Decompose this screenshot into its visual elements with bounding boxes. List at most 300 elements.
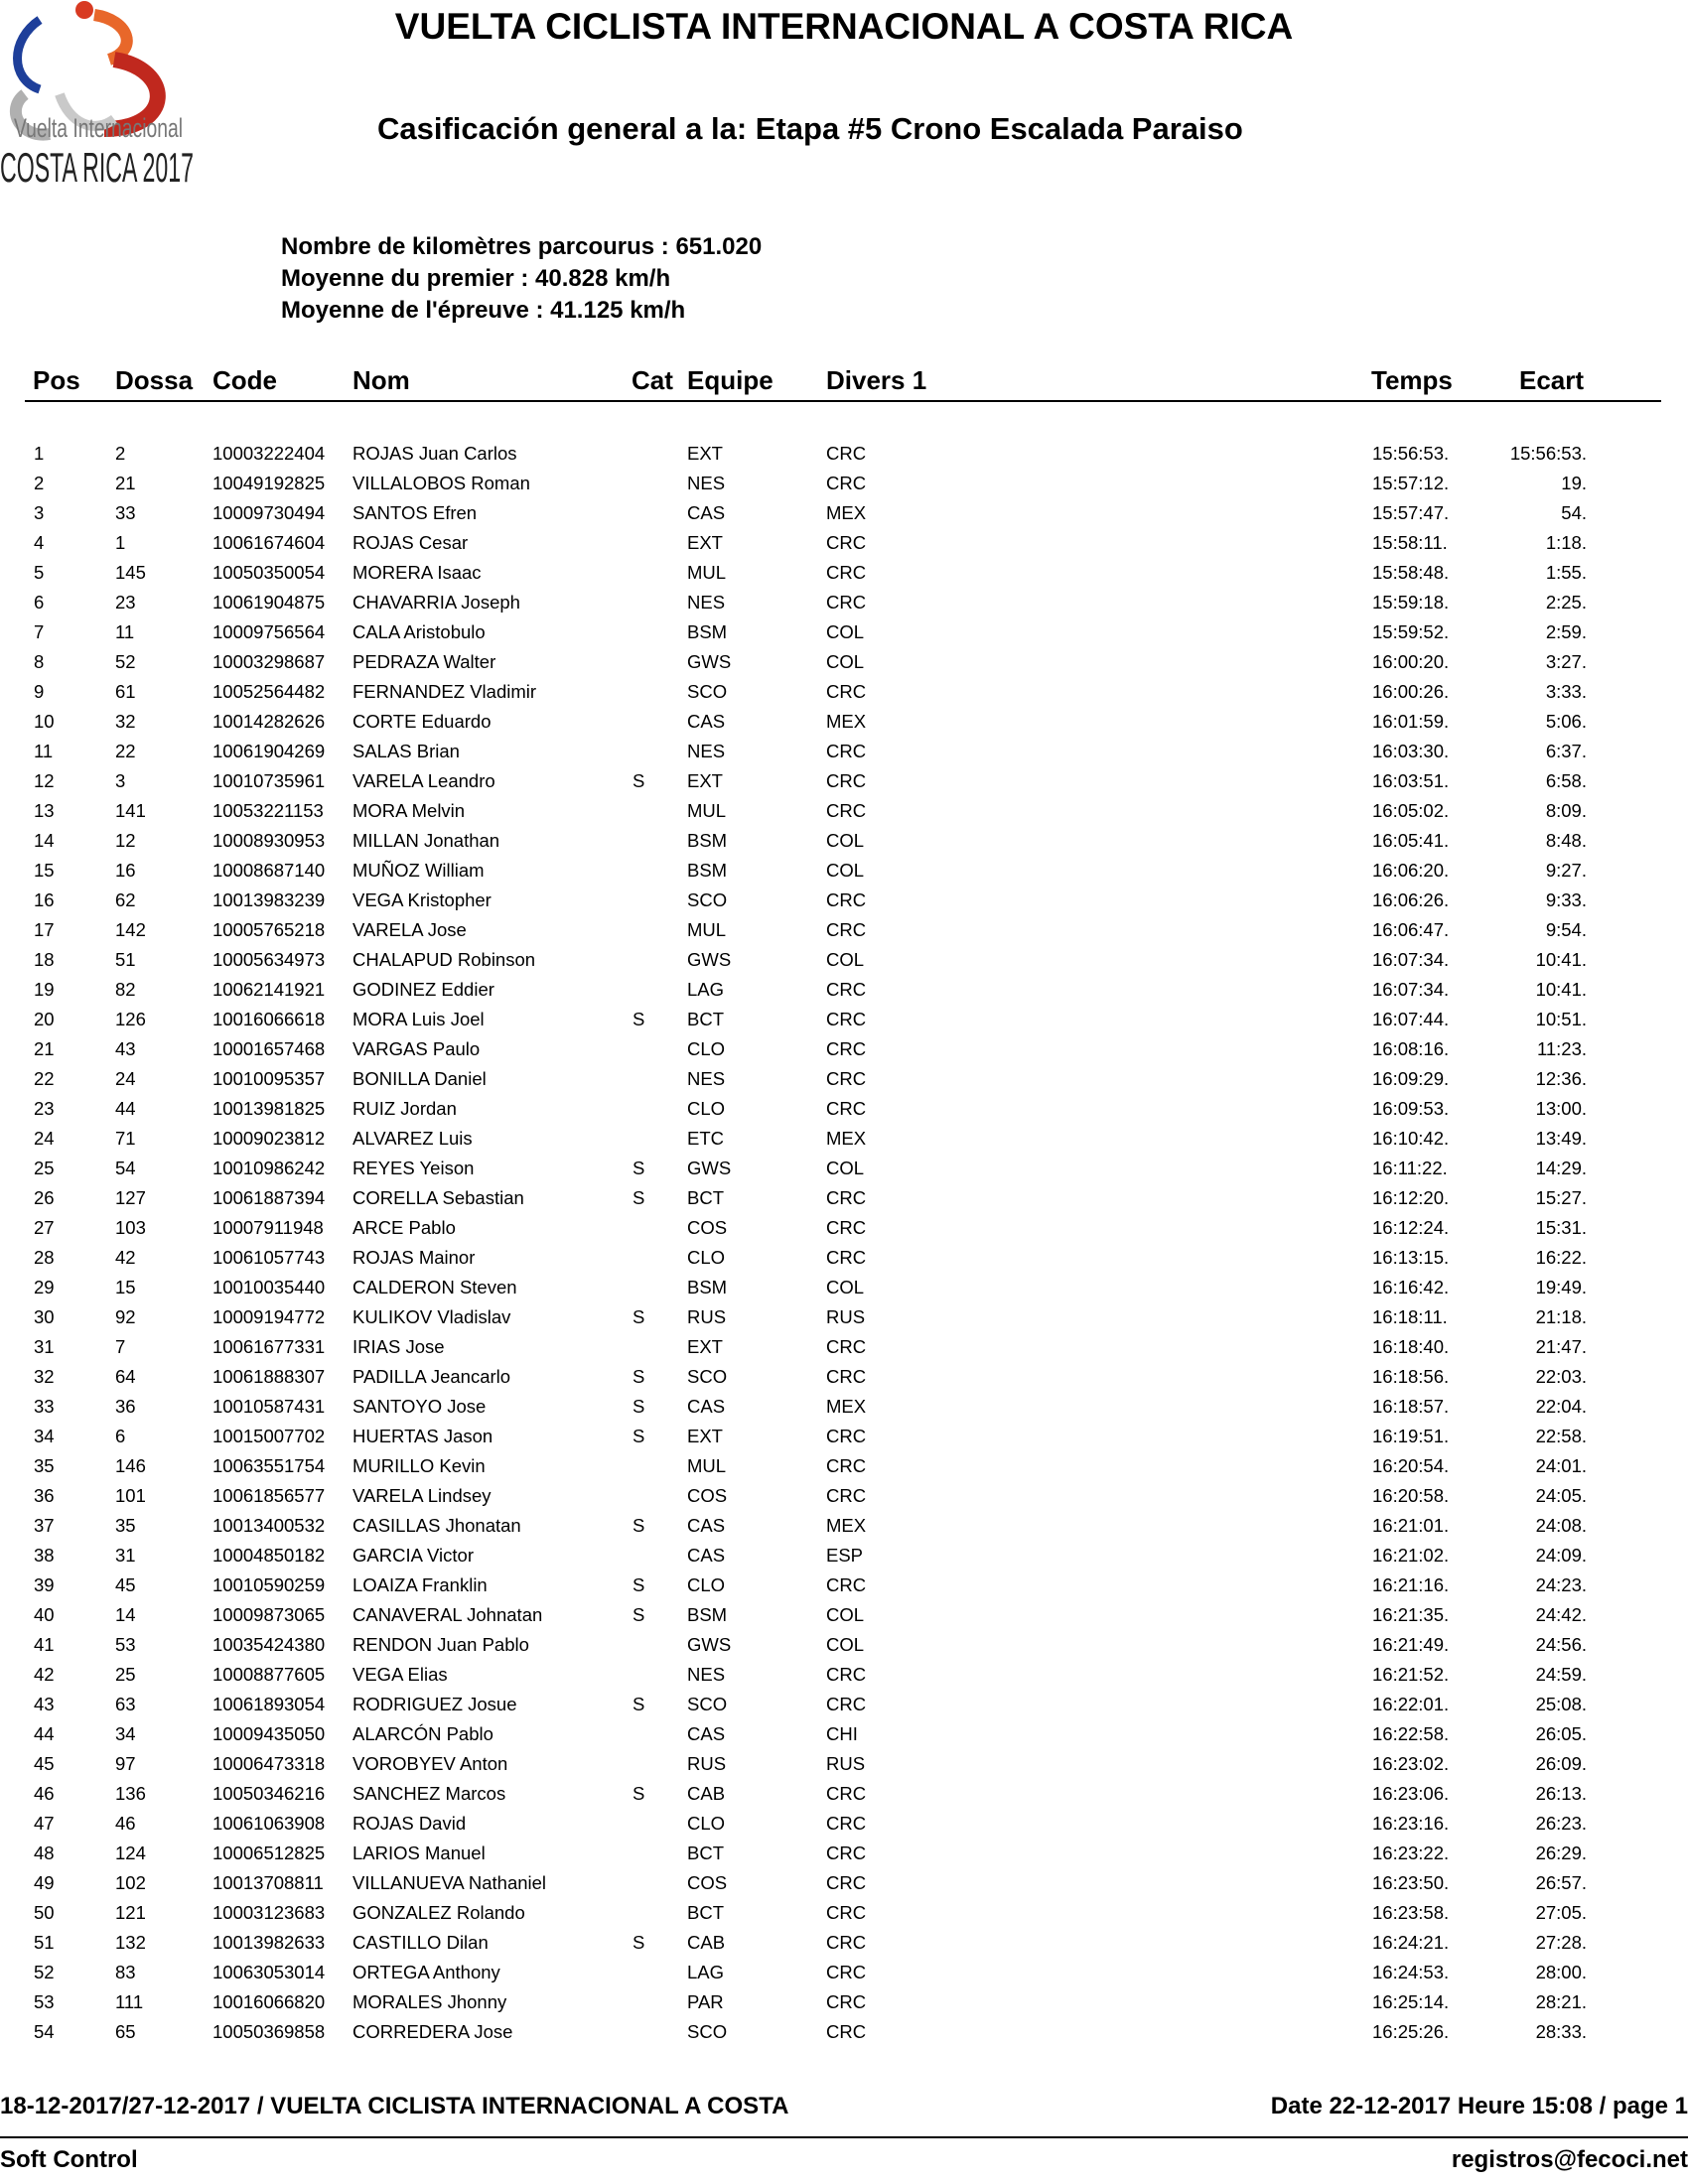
cell-pos: 52 [34,1962,55,1982]
cell-divers: MEX [826,502,867,523]
cell-code: 10061887394 [212,1187,326,1208]
cell-dossard: 54 [115,1158,136,1178]
cell-pos: 53 [34,1991,55,2012]
cell-code: 10010590259 [212,1574,326,1595]
cell-ecart: 24:05. [1535,1485,1587,1506]
cell-code: 10053221153 [212,800,324,821]
cell-divers: CRC [826,1336,867,1357]
cell-dossard: 103 [115,1217,146,1238]
cell-code: 10008687140 [212,860,326,881]
cell-ecart: 22:04. [1535,1396,1587,1417]
cell-nom: VOROBYEV Anton [352,1753,508,1774]
cell-temps: 16:25:14. [1372,1991,1450,2012]
cell-equipe: RUS [687,1753,727,1774]
cell-equipe: BSM [687,860,728,881]
cell-temps: 16:05:41. [1372,830,1450,851]
cell-divers: ESP [826,1545,864,1566]
cell-ecart: 5:06. [1545,711,1587,732]
cell-ecart: 3:33. [1545,681,1587,702]
cell-code: 10013708811 [212,1872,324,1893]
cell-dossard: 45 [115,1574,136,1595]
cell-code: 10061904875 [212,592,326,613]
cell-equipe: BCT [687,1902,724,1923]
cell-code: 10006473318 [212,1753,326,1774]
cell-divers: CRC [826,800,867,821]
cell-equipe: MUL [687,919,727,940]
cell-cat: S [633,1694,645,1714]
cell-temps: 16:21:02. [1372,1545,1450,1566]
cell-equipe: CAB [687,1932,726,1953]
cell-nom: ROJAS Cesar [352,532,469,553]
cell-ecart: 10:41. [1535,979,1587,1000]
cell-equipe: BSM [687,1277,728,1297]
cell-temps: 16:03:30. [1372,741,1450,761]
cell-code: 10061893054 [212,1694,326,1714]
cell-temps: 15:57:12. [1372,473,1450,493]
cell-equipe: BCT [687,1187,724,1208]
cell-pos: 33 [34,1396,55,1417]
cell-temps: 16:23:58. [1372,1902,1450,1923]
cell-divers: COL [826,1634,865,1655]
cell-equipe: EXT [687,443,723,464]
cell-dossard: 32 [115,711,136,732]
cell-ecart: 24:01. [1535,1455,1587,1476]
cell-nom: IRIAS Jose [352,1336,445,1357]
cell-divers: COL [826,1158,865,1178]
cell-temps: 16:18:56. [1372,1366,1450,1387]
cell-divers: CHI [826,1723,858,1744]
col-header-dossard: Dossa [115,365,194,395]
cell-nom: GODINEZ Eddier [352,979,494,1000]
cell-nom: REYES Yeison [352,1158,475,1178]
cell-temps: 16:23:06. [1372,1783,1450,1804]
cell-pos: 27 [34,1217,55,1238]
cell-dossard: 35 [115,1515,136,1536]
cell-temps: 16:00:20. [1372,651,1450,672]
cell-ecart: 1:55. [1545,562,1587,583]
document-title: VUELTA CICLISTA INTERNACIONAL A COSTA RICA [394,6,1294,47]
cell-cat: S [633,770,645,791]
cell-nom: ROJAS David [352,1813,467,1834]
cell-code: 10061888307 [212,1366,326,1387]
cell-divers: RUS [826,1753,866,1774]
cell-divers: COL [826,830,865,851]
cell-divers: COL [826,949,865,970]
cell-temps: 16:00:26. [1372,681,1450,702]
cell-code: 10035424380 [212,1634,326,1655]
cell-ecart: 28:00. [1535,1962,1587,1982]
cell-ecart: 14:29. [1535,1158,1587,1178]
cell-nom: SALAS Brian [352,741,460,761]
cell-cat: S [633,1187,645,1208]
cell-dossard: 132 [115,1932,146,1953]
cell-dossard: 15 [115,1277,136,1297]
cell-temps: 16:07:34. [1372,979,1450,1000]
cell-temps: 15:56:53. [1372,443,1450,464]
cell-ecart: 6:58. [1545,770,1587,791]
footer-software: Soft Control [0,2146,138,2173]
info-avg-first: Moyenne du premier : 40.828 km/h [281,265,671,292]
cell-equipe: MUL [687,800,727,821]
cell-equipe: NES [687,1068,726,1089]
cell-pos: 47 [34,1813,55,1834]
cell-pos: 19 [34,979,55,1000]
cell-divers: CRC [826,1366,867,1387]
cell-code: 10052564482 [212,681,326,702]
cell-code: 10013983239 [212,889,326,910]
cell-ecart: 28:21. [1535,1991,1587,2012]
cell-ecart: 22:58. [1535,1426,1587,1446]
cell-dossard: 43 [115,1038,136,1059]
cell-divers: CRC [826,1872,867,1893]
cell-ecart: 28:33. [1535,2021,1587,2042]
cell-temps: 15:58:11. [1372,532,1448,553]
cell-dossard: 14 [115,1604,136,1625]
cell-temps: 16:22:58. [1372,1723,1450,1744]
cell-dossard: 101 [115,1485,146,1506]
cell-equipe: CLO [687,1038,726,1059]
cell-divers: CRC [826,1455,867,1476]
cell-equipe: CAS [687,711,726,732]
cell-cat: S [633,1158,645,1178]
cell-code: 10016066618 [212,1009,326,1029]
cell-code: 10050346216 [212,1783,326,1804]
cell-ecart: 15:56:53. [1509,443,1587,464]
cell-dossard: 24 [115,1068,136,1089]
document-subtitle: Casificación general a la: Etapa #5 Crono Escalada Paraiso [377,111,1243,146]
cell-temps: 16:23:22. [1372,1843,1450,1863]
cell-cat: S [633,1426,645,1446]
cell-ecart: 9:54. [1545,919,1587,940]
cell-equipe: CAS [687,1515,726,1536]
cell-ecart: 21:47. [1535,1336,1587,1357]
cell-equipe: PAR [687,1991,724,2012]
cell-divers: CRC [826,1009,867,1029]
cell-pos: 13 [34,800,55,821]
col-header-cat: Cat [632,365,673,395]
cell-code: 10003298687 [212,651,326,672]
cell-dossard: 127 [115,1187,146,1208]
cell-equipe: NES [687,592,726,613]
cell-divers: CRC [826,532,867,553]
cell-equipe: ETC [687,1128,724,1149]
cell-dossard: 83 [115,1962,136,1982]
cell-temps: 16:25:26. [1372,2021,1450,2042]
cell-pos: 40 [34,1604,55,1625]
cell-ecart: 27:28. [1535,1932,1587,1953]
cell-dossard: 65 [115,2021,136,2042]
cell-temps: 16:07:34. [1372,949,1450,970]
cell-nom: CORTE Eduardo [352,711,492,732]
cell-code: 10010035440 [212,1277,326,1297]
cell-equipe: EXT [687,532,723,553]
cell-equipe: BSM [687,1604,728,1625]
cell-divers: CRC [826,1813,867,1834]
cell-pos: 25 [34,1158,55,1178]
cell-divers: CRC [826,1485,867,1506]
cell-temps: 16:21:49. [1372,1634,1450,1655]
cell-dossard: 124 [115,1843,146,1863]
cell-cat: S [633,1306,645,1327]
cell-equipe: CAS [687,1545,726,1566]
cell-code: 10010587431 [212,1396,326,1417]
cell-code: 10003222404 [212,443,326,464]
cell-pos: 29 [34,1277,55,1297]
cell-equipe: BSM [687,830,728,851]
cell-nom: MORERA Isaac [352,562,482,583]
cell-pos: 35 [34,1455,55,1476]
footer-event: 18-12-2017/27-12-2017 / VUELTA CICLISTA INTERNACIONAL A COSTA [0,2093,789,2119]
cell-dossard: 82 [115,979,136,1000]
cell-code: 10061057743 [212,1247,326,1268]
cell-ecart: 11:23. [1536,1038,1587,1059]
cell-temps: 16:12:24. [1372,1217,1450,1238]
cell-code: 10063053014 [212,1962,326,1982]
cell-divers: CRC [826,979,867,1000]
cell-divers: MEX [826,1515,867,1536]
cell-ecart: 8:48. [1545,830,1587,851]
cell-code: 10063551754 [212,1455,326,1476]
cell-code: 10013400532 [212,1515,326,1536]
cell-pos: 31 [34,1336,55,1357]
cell-temps: 16:13:15. [1372,1247,1450,1268]
cell-divers: RUS [826,1306,866,1327]
cell-divers: CRC [826,1187,867,1208]
cell-code: 10061904269 [212,741,326,761]
cell-code: 10014282626 [212,711,326,732]
cell-equipe: GWS [687,651,732,672]
cell-ecart: 21:18. [1535,1306,1587,1327]
cell-equipe: MUL [687,562,727,583]
cell-temps: 16:08:16. [1372,1038,1450,1059]
cell-ecart: 15:31. [1535,1217,1587,1238]
cell-equipe: MUL [687,1455,727,1476]
cell-ecart: 26:05. [1535,1723,1587,1744]
cell-code: 10001657468 [212,1038,326,1059]
cell-equipe: SCO [687,1694,728,1714]
cell-pos: 12 [34,770,55,791]
cell-dossard: 146 [115,1455,146,1476]
cell-code: 10013981825 [212,1098,326,1119]
cell-nom: GARCIA Victor [352,1545,475,1566]
cell-divers: CRC [826,889,867,910]
cell-pos: 8 [34,651,45,672]
cell-divers: COL [826,1277,865,1297]
cell-divers: CRC [826,1932,867,1953]
cell-dossard: 21 [115,473,136,493]
cell-nom: FERNANDEZ Vladimir [352,681,537,702]
cell-temps: 16:23:50. [1372,1872,1450,1893]
cell-code: 10009435050 [212,1723,326,1744]
cell-code: 10013982633 [212,1932,326,1953]
cell-pos: 5 [34,562,45,583]
cell-pos: 23 [34,1098,55,1119]
cell-equipe: CLO [687,1247,726,1268]
cell-dossard: 6 [115,1426,126,1446]
cell-code: 10050350054 [212,562,326,583]
col-header-nom: Nom [352,365,410,395]
cell-pos: 43 [34,1694,55,1714]
cell-nom: CANAVERAL Johnatan [352,1604,543,1625]
cell-temps: 16:20:58. [1372,1485,1450,1506]
cell-nom: CORREDERA Jose [352,2021,513,2042]
cell-dossard: 42 [115,1247,136,1268]
cell-equipe: BCT [687,1843,724,1863]
cell-ecart: 25:08. [1535,1694,1587,1714]
cell-ecart: 24:59. [1535,1664,1587,1685]
cell-dossard: 142 [115,919,146,940]
cell-equipe: CAS [687,1723,726,1744]
cell-pos: 30 [34,1306,55,1327]
cell-temps: 16:21:16. [1372,1574,1450,1595]
cell-temps: 16:09:53. [1372,1098,1450,1119]
cell-ecart: 2:59. [1545,621,1587,642]
cell-nom: VARELA Lindsey [352,1485,492,1506]
cell-pos: 32 [34,1366,55,1387]
cell-pos: 15 [34,860,55,881]
cell-temps: 16:16:42. [1372,1277,1450,1297]
cell-code: 10015007702 [212,1426,326,1446]
cell-temps: 16:23:02. [1372,1753,1450,1774]
cell-nom: VILLANUEVA Nathaniel [352,1872,547,1893]
cell-temps: 16:18:57. [1372,1396,1450,1417]
cell-nom: VEGA Kristopher [352,889,492,910]
cell-equipe: BSM [687,621,728,642]
cell-pos: 42 [34,1664,55,1685]
cell-nom: LOAIZA Franklin [352,1574,488,1595]
cell-ecart: 15:27. [1535,1187,1587,1208]
cell-pos: 24 [34,1128,55,1149]
footer-date-page: Date 22-12-2017 Heure 15:08 / page 1 [1270,2093,1688,2119]
cell-temps: 15:58:48. [1372,562,1450,583]
cell-dossard: 33 [115,502,136,523]
cell-dossard: 61 [115,681,136,702]
cell-code: 10008877605 [212,1664,326,1685]
cell-nom: PADILLA Jeancarlo [352,1366,511,1387]
cell-nom: RUIZ Jordan [352,1098,457,1119]
cell-nom: CASILLAS Jhonatan [352,1515,521,1536]
cell-code: 10009873065 [212,1604,326,1625]
cell-pos: 51 [34,1932,55,1953]
cell-pos: 2 [34,473,45,493]
cell-nom: SANTOS Efren [352,502,478,523]
cell-ecart: 27:05. [1535,1902,1587,1923]
cell-pos: 21 [34,1038,55,1059]
cell-nom: SANTOYO Jose [352,1396,487,1417]
cell-ecart: 24:08. [1535,1515,1587,1536]
cell-pos: 16 [34,889,55,910]
cell-cat: S [633,1366,645,1387]
cell-dossard: 121 [115,1902,146,1923]
cell-equipe: EXT [687,1426,723,1446]
cell-ecart: 24:09. [1535,1545,1587,1566]
cell-ecart: 19:49. [1535,1277,1587,1297]
cell-dossard: 31 [115,1545,136,1566]
cell-ecart: 9:33. [1545,889,1587,910]
cell-ecart: 19. [1561,473,1587,493]
cell-nom: BONILLA Daniel [352,1068,487,1089]
info-avg-race: Moyenne de l'épreuve : 41.125 km/h [281,297,686,324]
cell-divers: CRC [826,1991,867,2012]
svg-text:COSTA RICA 2017: COSTA RICA 2017 [0,144,194,191]
cell-nom: VARELA Leandro [352,770,495,791]
cell-code: 10009756564 [212,621,326,642]
cell-divers: CRC [826,1902,867,1923]
cell-ecart: 8:09. [1545,800,1587,821]
cell-cat: S [633,1515,645,1536]
cell-temps: 15:59:18. [1372,592,1450,613]
cell-divers: CRC [826,1843,867,1863]
cell-temps: 16:07:44. [1372,1009,1450,1029]
cell-code: 10008930953 [212,830,326,851]
cell-temps: 16:11:22. [1372,1158,1448,1178]
cell-dossard: 64 [115,1366,136,1387]
cell-dossard: 102 [115,1872,146,1893]
cell-temps: 16:05:02. [1372,800,1450,821]
cell-ecart: 54. [1561,502,1587,523]
cell-code: 10009730494 [212,502,326,523]
cell-temps: 16:03:51. [1372,770,1450,791]
cell-dossard: 36 [115,1396,136,1417]
cell-code: 10049192825 [212,473,326,493]
cell-code: 10061856577 [212,1485,326,1506]
cell-nom: ROJAS Mainor [352,1247,476,1268]
cell-cat: S [633,1783,645,1804]
cell-pos: 14 [34,830,55,851]
cell-equipe: LAG [687,979,725,1000]
cell-ecart: 12:36. [1535,1068,1587,1089]
cell-ecart: 24:42. [1535,1604,1587,1625]
cell-dossard: 7 [115,1336,126,1357]
cell-divers: CRC [826,1783,867,1804]
cell-ecart: 24:56. [1535,1634,1587,1655]
cell-pos: 1 [34,443,45,464]
cell-nom: CASTILLO Dilan [352,1932,489,1953]
col-header-pos: Pos [33,365,80,395]
cell-nom: VILLALOBOS Roman [352,473,530,493]
cell-ecart: 22:03. [1535,1366,1587,1387]
cell-pos: 20 [34,1009,55,1029]
cell-dossard: 11 [115,621,135,642]
cell-temps: 16:09:29. [1372,1068,1450,1089]
cell-nom: RENDON Juan Pablo [352,1634,529,1655]
cell-nom: ARCE Pablo [352,1217,456,1238]
cell-dossard: 25 [115,1664,136,1685]
cell-equipe: COS [687,1872,728,1893]
cell-divers: MEX [826,711,867,732]
cell-ecart: 13:00. [1535,1098,1587,1119]
cell-divers: CRC [826,1574,867,1595]
cell-cat: S [633,1932,645,1953]
cell-dossard: 62 [115,889,136,910]
cell-divers: CRC [826,443,867,464]
cell-dossard: 71 [115,1128,136,1149]
footer-divider [0,2136,1688,2138]
svg-text:Vuelta Internacional: Vuelta Internacional [14,113,183,143]
cell-dossard: 145 [115,562,146,583]
cell-equipe: SCO [687,1366,728,1387]
info-km: Nombre de kilomètres parcourus : 651.020 [281,233,763,260]
cell-ecart: 26:13. [1535,1783,1587,1804]
cell-divers: CRC [826,473,867,493]
cell-ecart: 16:22. [1535,1247,1587,1268]
cell-nom: HUERTAS Jason [352,1426,493,1446]
cell-divers: CRC [826,562,867,583]
cell-temps: 15:57:47. [1372,502,1450,523]
cell-equipe: NES [687,741,726,761]
cell-pos: 22 [34,1068,55,1089]
cell-pos: 10 [34,711,55,732]
